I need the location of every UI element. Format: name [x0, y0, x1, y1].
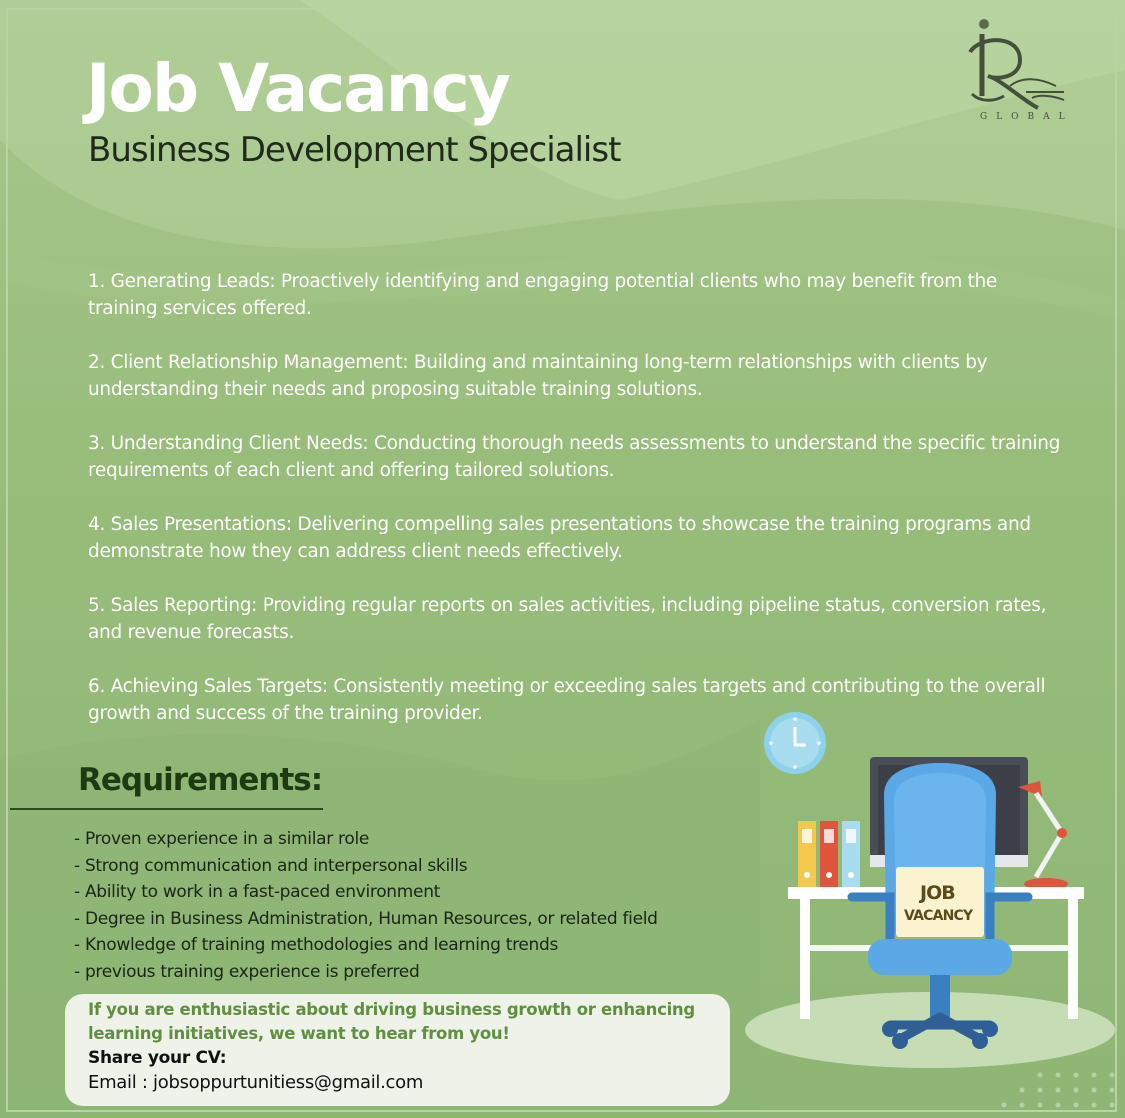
- requirements-heading: Requirements:: [78, 762, 323, 798]
- requirement-item: - Degree in Business Administration, Human Resources, or related field: [74, 908, 658, 929]
- contact-box: [65, 994, 730, 1106]
- requirement-item: - Strong communication and interpersonal skills: [74, 855, 468, 876]
- job-duties: [88, 268, 1063, 754]
- requirement-item: - Knowledge of training methodologies and learning trends: [74, 935, 559, 956]
- email-address[interactable]: Email : jobsoppurtunitiess@gmail.com: [88, 1072, 424, 1093]
- logo-wordmark: GLOBAL: [980, 112, 1074, 122]
- page-title: Job Vacancy: [86, 50, 509, 127]
- job-title: Business Development Specialist: [88, 130, 621, 170]
- chair-label-vacancy: VACANCY: [904, 908, 973, 924]
- requirements-underline: [10, 808, 323, 810]
- requirement-item: - Proven experience in a similar role: [74, 829, 370, 849]
- duty-item: 5. Sales Reporting: Providing regular reports on sales activities, including pipeline status, conversion rates, and revenue forecasts.: [88, 595, 1047, 643]
- chair-label-job: JOB: [920, 882, 955, 904]
- requirements-list: [74, 826, 754, 986]
- clock-icon: [764, 712, 826, 774]
- call-to-action: If you are enthusiastic about driving business growth or enhancing learning initiatives, we want to hear from you!: [88, 1000, 695, 1043]
- riviera-logo-icon: [960, 16, 1080, 126]
- duty-item: 6. Achieving Sales Targets: Consistently meeting or exceeding sales targets and contributing to the overall growth and success of the training provider.: [88, 676, 1046, 724]
- duty-item: 3. Understanding Client Needs: Conducting thorough needs assessments to understand the specific training requirements of each client and offering tailored solutions.: [88, 433, 1061, 481]
- requirement-item: - previous training experience is preferred: [74, 961, 420, 982]
- dot-pattern: [1002, 1073, 1115, 1108]
- duty-item: 2. Client Relationship Management: Building and maintaining long-term relationships with clients by understanding their needs and proposing suitable training solutions.: [88, 352, 988, 400]
- requirement-item: - Ability to work in a fast-paced environment: [74, 882, 441, 903]
- binders-icon: [798, 821, 860, 887]
- duty-item: 1. Generating Leads: Proactively identifying and engaging potential clients who may benefit from the training services offered.: [88, 271, 997, 319]
- duty-item: 4. Sales Presentations: Delivering compelling sales presentations to showcase the training programs and demonstrate how they can address client needs effectively.: [88, 514, 1031, 562]
- share-cv-label: Share your CV:: [88, 1048, 227, 1068]
